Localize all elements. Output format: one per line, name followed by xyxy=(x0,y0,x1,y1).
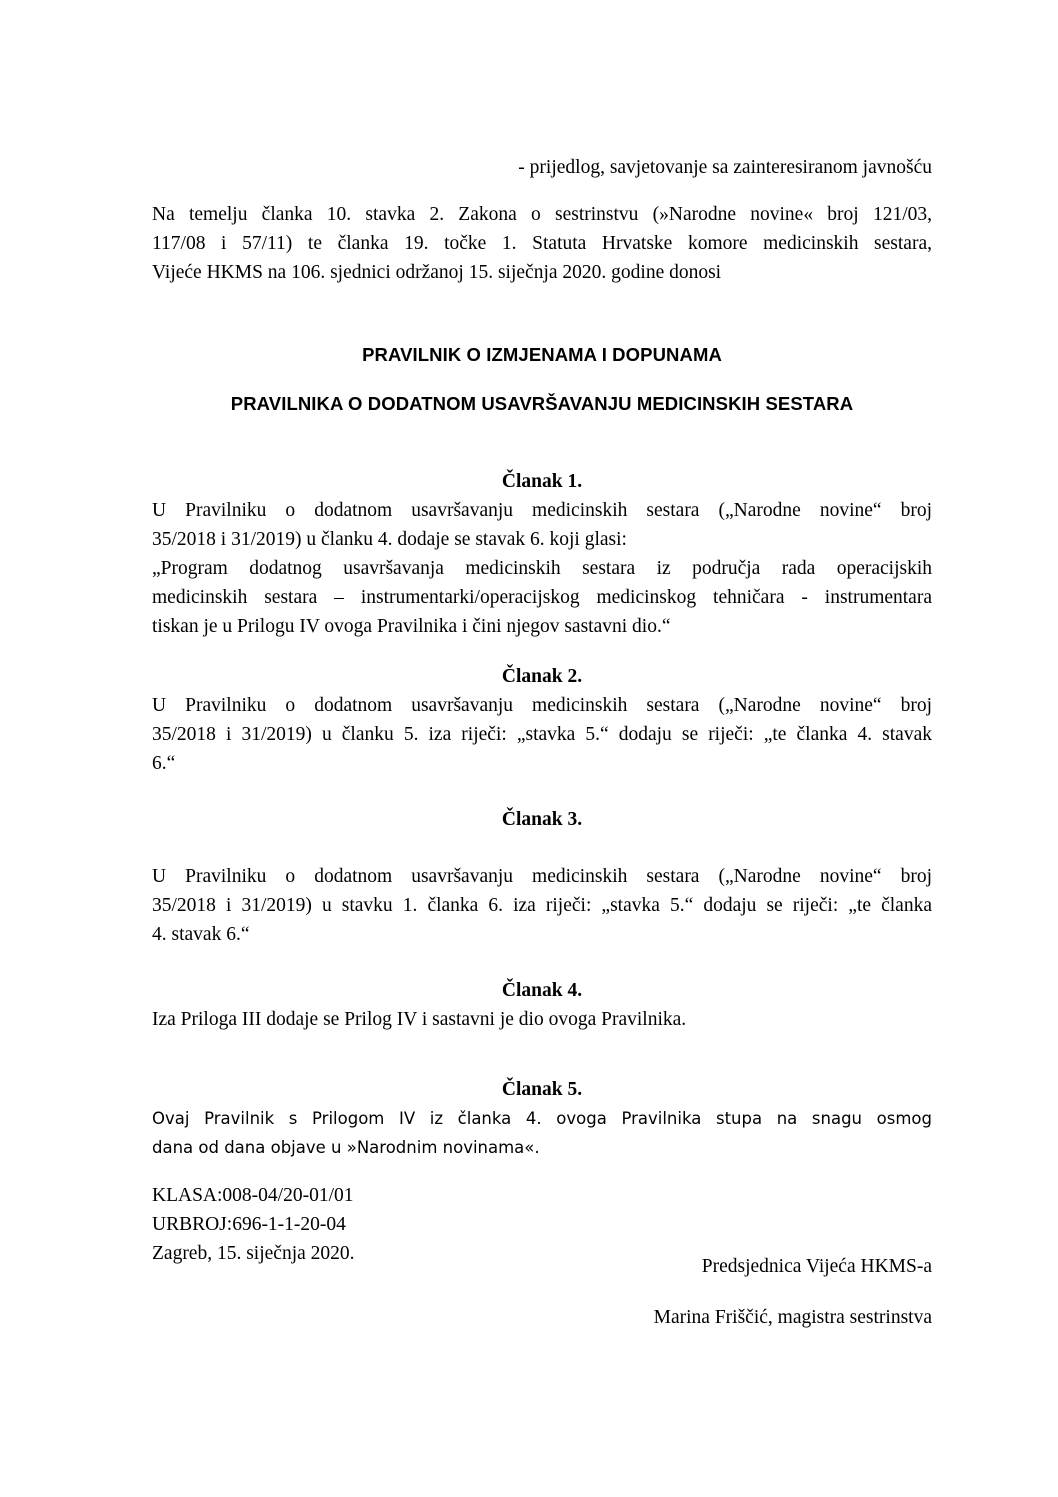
article-3-heading: Članak 3. xyxy=(501,809,583,830)
article-5-heading: Članak 5. xyxy=(501,1079,583,1100)
article-line: U Pravilniku o dodatnom usavršavanju medicinskih sestara („Narodne novine“ broj xyxy=(152,500,932,521)
signatory-title: Predsjednica Vijeća HKMS-a xyxy=(701,1256,932,1277)
preamble-line: Vijeće HKMS na 106. sjednici održanoj 15. siječnja 2020. godine donosi xyxy=(152,262,722,283)
article-line: U Pravilniku o dodatnom usavršavanju medicinskih sestara („Narodne novine“ broj xyxy=(152,866,932,887)
article-2-body xyxy=(152,691,932,778)
article-line: 35/2018 i 31/2019) u stavku 1. članka 6. iza riječi: „stavka 5.“ dodaju se riječi: „te članka xyxy=(152,895,932,916)
place-date: Zagreb, 15. siječnja 2020. xyxy=(152,1243,355,1264)
klasa-number: KLASA:008-04/20-01/01 xyxy=(152,1185,354,1206)
article-line: dana od dana objave u »Narodnim novinama«. xyxy=(152,1138,540,1157)
article-line: 35/2018 i 31/2019) u članku 4. dodaje se stavak 6. koji glasi: xyxy=(152,529,627,550)
proposal-note: - prijedlog, savjetovanje sa zainteresiranom javnošću xyxy=(518,157,932,178)
article-line: 35/2018 i 31/2019) u članku 5. iza riječi: „stavka 5.“ dodaju se riječi: „te članka 4. stavak xyxy=(152,724,932,745)
article-line: 6.“ xyxy=(152,753,176,774)
article-1-heading: Članak 1. xyxy=(501,471,583,492)
article-3-body xyxy=(152,862,932,949)
document-page xyxy=(152,0,932,1497)
article-2-heading: Članak 2. xyxy=(501,666,583,687)
article-line: Iza Priloga III dodaje se Prilog IV i sastavni je dio ovoga Pravilnika. xyxy=(152,1009,687,1030)
article-1-body xyxy=(152,496,932,641)
preamble-line: 117/08 i 57/11) te članka 19. točke 1. Statuta Hrvatske komore medicinskih sestara, xyxy=(152,233,932,254)
preamble xyxy=(152,200,932,287)
signatory-name: Marina Friščić, magistra sestrinstva xyxy=(653,1307,932,1328)
urbroj-number: URBROJ:696-1-1-20-04 xyxy=(152,1214,346,1235)
article-4-body xyxy=(152,1005,932,1034)
article-line: 4. stavak 6.“ xyxy=(152,924,250,945)
document-title-line-2: PRAVILNIKA O DODATNOM USAVRŠAVANJU MEDICINSKIH SESTARA xyxy=(230,393,854,414)
article-line: medicinskih sestara – instrumentarki/operacijskog medicinskog tehničara - instrumentara xyxy=(152,587,932,608)
article-line: U Pravilniku o dodatnom usavršavanju medicinskih sestara („Narodne novine“ broj xyxy=(152,695,932,716)
article-5-body xyxy=(152,1104,932,1162)
article-line: „Program dodatnog usavršavanja medicinskih sestara iz područja rada operacijskih xyxy=(152,558,932,579)
article-line: tiskan je u Prilogu IV ovoga Pravilnika i čini njegov sastavni dio.“ xyxy=(152,616,671,637)
article-4-heading: Članak 4. xyxy=(501,980,583,1001)
preamble-line: Na temelju članka 10. stavka 2. Zakona o sestrinstvu (»Narodne novine« broj 121/03, xyxy=(152,204,932,225)
article-line: Ovaj Pravilnik s Prilogom IV iz članka 4. ovoga Pravilnika stupa na snagu osmog xyxy=(152,1109,932,1128)
document-title-line-1: PRAVILNIK O IZMJENAMA I DOPUNAMA xyxy=(362,344,722,365)
